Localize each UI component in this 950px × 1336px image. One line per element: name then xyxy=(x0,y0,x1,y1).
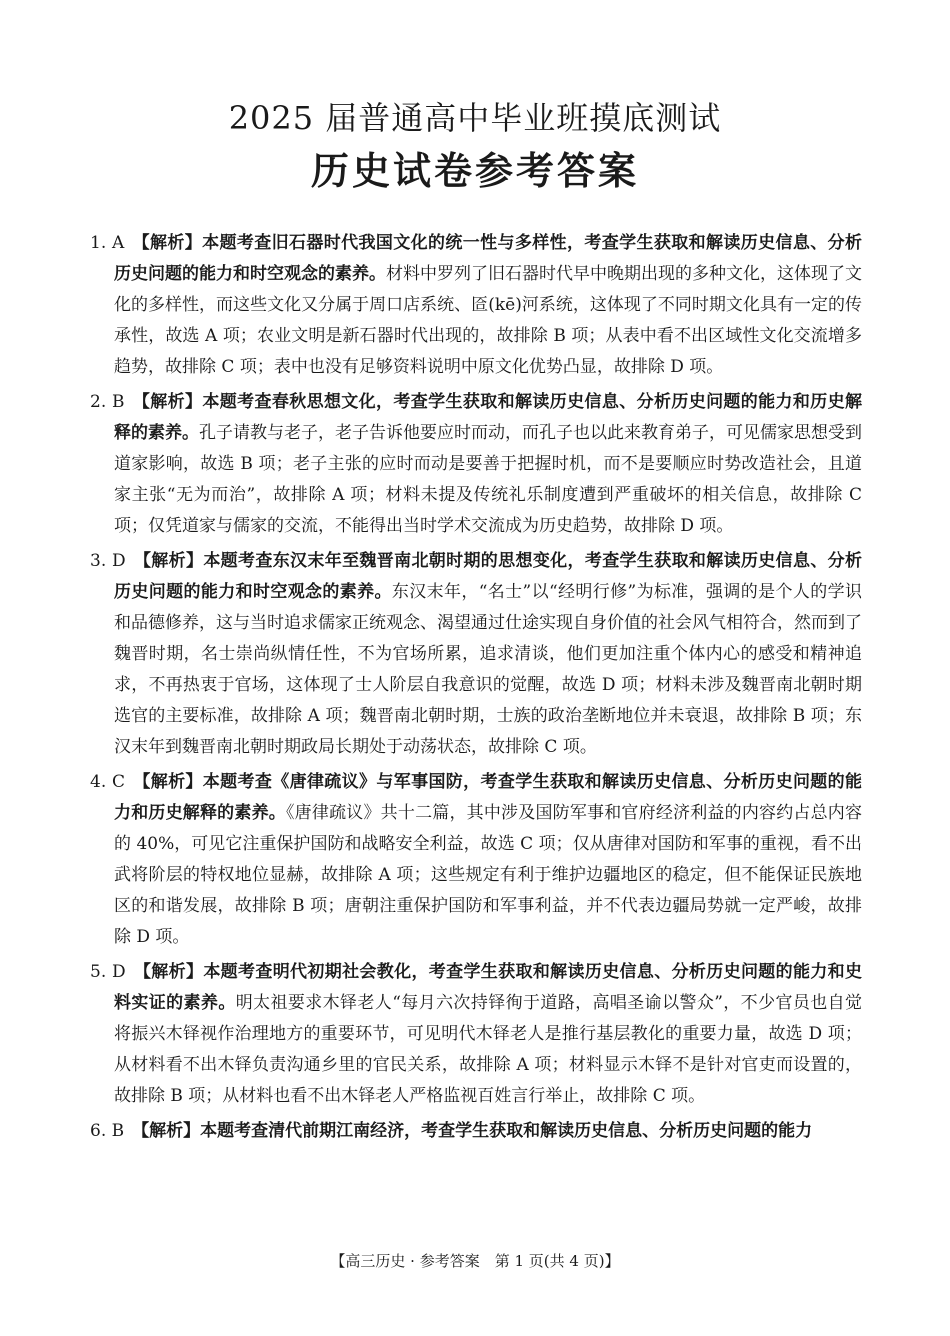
analysis-tag: 【解析】 xyxy=(133,551,204,571)
answer-item-5 xyxy=(90,957,862,1112)
answer-lead: 本题考查明代初期社会教化，考查学生获取和解读历史信息、分析历史问题的能力和史料实证的素养。 xyxy=(114,962,863,1013)
answer-item-6 xyxy=(90,1116,862,1147)
answer-number: 3. D xyxy=(90,551,126,571)
answer-lead: 本题考查东汉末年至魏晋南北朝时期的思想变化，考查学生获取和解读历史信息、分析历史问题的能力和时空观念的素养。 xyxy=(114,551,863,602)
analysis-tag: 【解析】 xyxy=(132,233,203,253)
document-title: 历史试卷参考答案 xyxy=(310,149,639,193)
answer-body: 材料中罗列了旧石器时代早中晚期出现的多种文化，这体现了文化的多样性，而这些文化又分属于周口店系统、匼(kē)河系统，这体现了不同时期文化具有一定的传承性，故选 A 项；农业文明是新石器时代出现的，故排除 B 项；从表中看不出区域性文化交流增多趋势，故排除 C 项；表中也没有足够资料说明中原文化优势凸显，故排除 D 项。 xyxy=(114,264,862,377)
answer-lead: 本题考查春秋思想文化，考查学生获取和解读历史信息、分析历史问题的能力和历史解释的素养。 xyxy=(114,392,863,443)
answer-body: 《唐律疏议》共十二篇，其中涉及国防军事和官府经济利益的内容约占总内容的 40%，可见它注重保护国防和战略安全利益，故选 C 项；仅从唐律对国防和军事的重视，看不出武将阶层的特权地位显赫，故排除 A 项；这些规定有利于维护边疆地区的稳定，但不能保证民族地区的和谐发展，故排除 B 项；唐朝注重保护国防和军事利益，并不代表边疆局势就一定严峻，故排除 D 项。 xyxy=(114,803,863,947)
analysis-tag: 【解析】 xyxy=(133,772,203,792)
answer-lead: 本题考查清代前期江南经济，考查学生获取和解读历史信息、分析历史问题的能力 xyxy=(200,1121,813,1141)
answer-body: 明太祖要求木铎老人“每月六次持铎徇于道路，高唱圣谕以警众”，不少官员也自觉将振兴木铎视作治理地方的重要环节，可见明代木铎老人是推行基层教化的重要力量，故选 D 项；从材料看不出木铎负责沟通乡里的官民关系，故排除 A 项；材料显示木铎不是针对官吏而设置的，故排除 B 项；从材料也看不出木铎老人严格监视百姓言行举止，故排除 C 项。 xyxy=(114,993,863,1106)
answer-item-2 xyxy=(90,387,862,542)
answer-number: 1. A xyxy=(90,233,125,253)
analysis-tag: 【解析】 xyxy=(132,392,203,412)
analysis-tag: 【解析】 xyxy=(133,962,204,982)
answer-list xyxy=(90,228,862,1151)
page-footer: 【高三历史 · 参考答案 第 1 页(共 4 页)】 xyxy=(330,1252,620,1270)
answer-number: 4. C xyxy=(90,772,125,792)
exam-title: 2025 届普通高中毕业班摸底测试 xyxy=(228,99,722,137)
answer-item-4 xyxy=(90,767,862,953)
answer-number: 2. B xyxy=(90,392,125,412)
answer-lead: 本题考查旧石器时代我国文化的统一性与多样性，考查学生获取和解读历史信息、分析历史问题的能力和时空观念的素养。 xyxy=(114,233,863,284)
answer-item-1 xyxy=(90,228,862,383)
answer-number: 6. B xyxy=(90,1121,125,1141)
answer-number: 5. D xyxy=(90,962,126,982)
answer-lead: 本题考查《唐律疏议》与军事国防，考查学生获取和解读历史信息、分析历史问题的能力和历史解释的素养。 xyxy=(114,772,863,823)
answer-body: 东汉末年，“名士”以“经明行修”为标准，强调的是个人的学识和品德修养，这与当时追求儒家正统观念、渴望通过仕途实现自身价值的社会风气相符合，然而到了魏晋时期，名士崇尚纵情任性，不为官场所累，追求清谈，他们更加注重个体内心的感受和精神追求，不再热衷于官场，这体现了士人阶层自我意识的觉醒，故选 D 项；材料未涉及魏晋南北朝时期选官的主要标准，故排除 A 项；魏晋南北朝时期，士族的政治垄断地位并未衰退，故排除 B 项；东汉末年到魏晋南北朝时期政局长期处于动荡状态，故排除 C 项。 xyxy=(114,582,862,757)
analysis-tag: 【解析】 xyxy=(132,1121,201,1141)
answer-item-3 xyxy=(90,546,862,763)
answer-body: 孔子请教与老子，老子告诉他要应时而动，而孔子也以此来教育弟子，可见儒家思想受到道家影响，故选 B 项；老子主张的应时而动是要善于把握时机，而不是要顺应时势改造社会，且道家主张“无为而治”，故排除 A 项；材料未提及传统礼乐制度遭到严重破坏的相关信息，故排除 C 项；仅凭道家与儒家的交流，不能得出当时学术交流成为历史趋势，故排除 D 项。 xyxy=(114,423,862,536)
